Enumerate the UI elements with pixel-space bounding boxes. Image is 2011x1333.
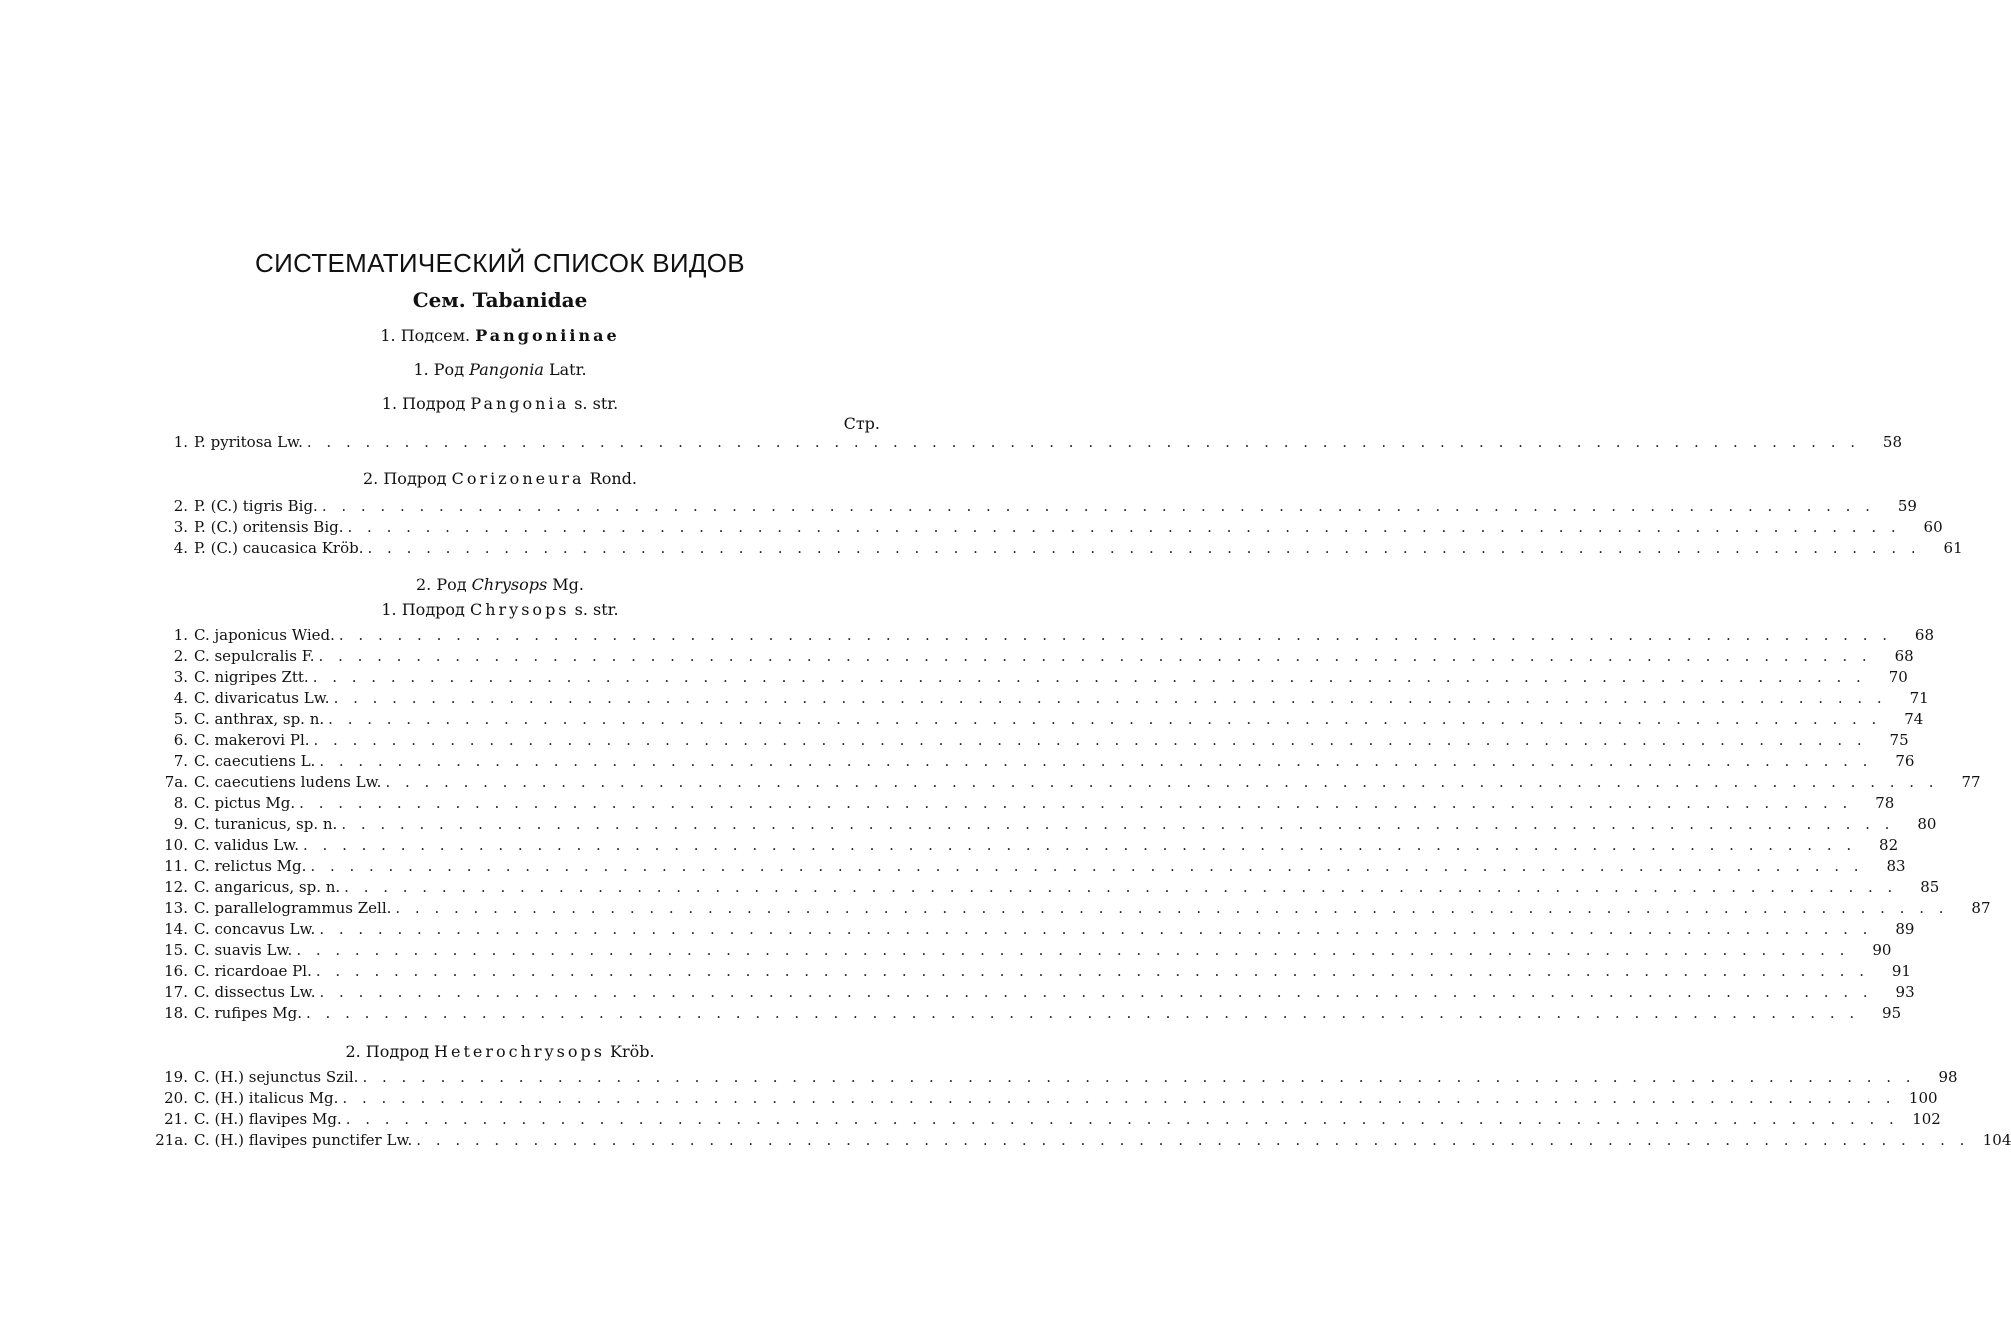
dot-leader: . . . . . . . . . . . . . . . . . . . . . . . . . . . . . . . . . . . . . . . . . . . . . . . . . . . . . . . . . . . . . . . . . . . . . . . . . . . . . . . . (303, 836, 1857, 854)
species-row (150, 961, 1911, 982)
species-number: 2. (173, 647, 188, 665)
species-row (150, 646, 1914, 667)
dot-leader: . . . . . . . . . . . . . . . . . . . . . . . . . . . . . . . . . . . . . . . . . . . . . . . . . . . . . . . . . . . . . . . . . . . . . . . . . . . . . . . . (315, 962, 1869, 980)
species-row (150, 940, 1892, 961)
page-number: 59 (1897, 497, 1917, 515)
page-number: 74 (1904, 710, 1924, 728)
dot-leader: . . . . . . . . . . . . . . . . . . . . . . . . . . . . . . . . . . . . . . . . . . . . . . . . . . . . . . . . . . . . . . . . . . . . . . . . . . . . . . . . (319, 920, 1873, 938)
species-name: C. makerovi Pl. (194, 731, 310, 749)
species-number: 15. (164, 941, 188, 959)
species-name: C. rufipes Mg. (194, 1004, 302, 1022)
species-list-pangonia (150, 432, 1903, 453)
species-number: 14. (164, 920, 188, 938)
species-name: C. (H.) flavipes punctifer Lw. (194, 1131, 413, 1149)
page-number: 83 (1886, 857, 1906, 875)
species-name: C. suavis Lw. (194, 941, 293, 959)
dot-leader: . . . . . . . . . . . . . . . . . . . . . . . . . . . . . . . . . . . . . . . . . . . . . . . . . . . . . . . . . . . . . . . . . . . . . . . . . . . . . . . . (338, 626, 1893, 644)
species-name: C. caecutiens ludens Lw. (194, 773, 382, 791)
species-row (150, 793, 1895, 814)
species-list-heterochrysops (150, 1067, 2011, 1151)
page-number: 58 (1882, 433, 1903, 451)
page-number: 77 (1961, 773, 1981, 791)
dot-leader: . . . . . . . . . . . . . . . . . . . . . . . . . . . . . . . . . . . . . . . . . . . . . . . . . . . . . . . . . . . . . . . . . . . . . . . . . . . . . . . . (395, 899, 1949, 917)
species-number: 10. (164, 836, 188, 854)
page-number: 61 (1943, 539, 1963, 557)
species-name: P. (C.) oritensis Big. (194, 518, 344, 536)
species-number: 1. (173, 626, 188, 644)
species-number: 2. (173, 497, 188, 515)
dot-leader: . . . . . . . . . . . . . . . . . . . . . . . . . . . . . . . . . . . . . . . . . . . . . . . . . . . . . . . . . . . . . . . . . . . . . . . . . . . . . . . . (367, 539, 1921, 557)
species-number: 7a. (164, 773, 188, 791)
species-number: 17. (164, 983, 188, 1001)
species-row (150, 772, 1981, 793)
genus-author: Mg. (552, 575, 585, 594)
species-number: 20. (164, 1089, 188, 1107)
subgenus-prefix: 2. Подрод (363, 469, 447, 488)
page-number: 82 (1879, 836, 1899, 854)
pages-column-header: Стр. (843, 414, 880, 433)
species-row (150, 688, 1929, 709)
page-number: 93 (1895, 983, 1915, 1001)
family-heading: Сем. Tabanidae (412, 288, 588, 312)
subgenus-prefix: 2. Подрод (345, 1042, 429, 1061)
species-name: C. pictus Mg. (194, 794, 296, 812)
genus-author: Latr. (548, 360, 587, 379)
species-number: 16. (164, 962, 188, 980)
species-row (150, 982, 1915, 1003)
dot-leader: . . . . . . . . . . . . . . . . . . . . . . . . . . . . . . . . . . . . . . . . . . . . . . . . . . . . . . . . . . . . . . . . . . . . . . . . . . . . . . . . (310, 857, 1864, 875)
genus-name: Pangonia (469, 360, 544, 379)
subgenus-name: Chrysops (469, 600, 570, 619)
species-row (150, 835, 1899, 856)
species-number: 3. (173, 668, 188, 686)
species-name: C. (H.) italicus Mg. (194, 1089, 339, 1107)
page-title: СИСТЕМАТИЧЕСКИЙ СПИСОК ВИДОВ (255, 248, 745, 278)
subgenus-heading-corizoneura (0, 469, 1000, 488)
species-name: C. ricardoae Pl. (194, 962, 312, 980)
species-row (150, 625, 1935, 646)
page-number: 87 (1971, 899, 1991, 917)
species-name: P. pyritosa Lw. (194, 433, 303, 451)
species-name: C. validus Lw. (194, 836, 300, 854)
species-row (150, 856, 1906, 877)
page-number: 76 (1895, 752, 1915, 770)
dot-leader: . . . . . . . . . . . . . . . . . . . . . . . . . . . . . . . . . . . . . . . . . . . . . . . . . . . . . . . . . . . . . . . . . . . . . . . . . . . . . . . . (318, 647, 1872, 665)
species-name: C. concavus Lw. (194, 920, 316, 938)
species-row (150, 538, 1963, 559)
subgenus-prefix: 1. Подрод (381, 600, 465, 619)
subgenus-name: Corizoneura (451, 469, 585, 488)
species-name: C. turanicus, sp. n. (194, 815, 338, 833)
page-number: 75 (1889, 731, 1909, 749)
species-number: 6. (173, 731, 188, 749)
dot-leader: . . . . . . . . . . . . . . . . . . . . . . . . . . . . . . . . . . . . . . . . . . . . . . . . . . . . . . . . . . . . . . . . . . . . . . . . . . . . . . . . (347, 518, 1901, 536)
species-row (150, 432, 1903, 453)
page-number: 91 (1891, 962, 1911, 980)
page-number: 89 (1895, 920, 1915, 938)
dot-leader: . . . . . . . . . . . . . . . . . . . . . . . . . . . . . . . . . . . . . . . . . . . . . . . . . . . . . . . . . . . . . . . . . . . . . . . . . . . . . . . . (342, 1089, 1896, 1107)
species-row (150, 667, 1908, 688)
species-row (150, 898, 1991, 919)
subgenus-suffix: s. str. (574, 394, 619, 413)
dot-leader: . . . . . . . . . . . . . . . . . . . . . . . . . . . . . . . . . . . . . . . . . . . . . . . . . . . . . . . . . . . . . . . . . . . . . . . . . . . . . . . . (344, 878, 1898, 896)
subgenus-heading-heterochrysops (0, 1042, 1000, 1061)
subgenus-suffix: s. str. (574, 600, 619, 619)
dot-leader: . . . . . . . . . . . . . . . . . . . . . . . . . . . . . . . . . . . . . . . . . . . . . . . . . . . . . . . . . . . . . . . . . . . . . . . . . . . . . . . . (319, 752, 1873, 770)
subgenus-heading-pangonia (0, 394, 1000, 413)
dot-leader: . . . . . . . . . . . . . . . . . . . . . . . . . . . . . . . . . . . . . . . . . . . . . . . . . . . . . . . . . . . . . . . . . . . . . . . . . . . . . . . . (296, 941, 1850, 959)
species-row (150, 1130, 2011, 1151)
page-number: 102 (1912, 1110, 1941, 1128)
dot-leader: . . . . . . . . . . . . . . . . . . . . . . . . . . . . . . . . . . . . . . . . . . . . . . . . . . . . . . . . . . . . . . . . . . . . . . . . . . . . . . . . (299, 794, 1853, 812)
page-number: 80 (1917, 815, 1937, 833)
subfamily-heading (0, 326, 1000, 345)
dot-leader: . . . . . . . . . . . . . . . . . . . . . . . . . . . . . . . . . . . . . . . . . . . . . . . . . . . . . . . . . . . . . . . . . . . . . . . . . . . . . . . . (362, 1068, 1916, 1086)
dot-leader: . . . . . . . . . . . . . . . . . . . . . . . . . . . . . . . . . . . . . . . . . . . . . . . . . . . . . . . . . . . . . . . . . . . . . . . . . . . . . . . . (312, 668, 1866, 686)
species-name: P. (C.) tigris Big. (194, 497, 318, 515)
page-number: 90 (1872, 941, 1892, 959)
species-row (150, 1003, 1902, 1024)
species-number: 12. (164, 878, 188, 896)
genus-prefix: 1. Род (413, 360, 465, 379)
species-number: 21a. (155, 1131, 188, 1149)
species-row (150, 1109, 1941, 1130)
species-name: C. dissectus Lw. (194, 983, 316, 1001)
page-number: 70 (1888, 668, 1908, 686)
dot-leader: . . . . . . . . . . . . . . . . . . . . . . . . . . . . . . . . . . . . . . . . . . . . . . . . . . . . . . . . . . . . . . . . . . . . . . . . . . . . . . . . (306, 433, 1861, 451)
species-row (150, 1088, 1938, 1109)
species-number: 7. (173, 752, 188, 770)
species-row (150, 919, 1915, 940)
subfamily-name: Pangoniinae (475, 326, 620, 345)
page-number: 95 (1882, 1004, 1902, 1022)
species-row (150, 709, 1924, 730)
species-number: 5. (173, 710, 188, 728)
dot-leader: . . . . . . . . . . . . . . . . . . . . . . . . . . . . . . . . . . . . . . . . . . . . . . . . . . . . . . . . . . . . . . . . . . . . . . . . . . . . . . . . (416, 1131, 1970, 1149)
dot-leader: . . . . . . . . . . . . . . . . . . . . . . . . . . . . . . . . . . . . . . . . . . . . . . . . . . . . . . . . . . . . . . . . . . . . . . . . . . . . . . . . (306, 1004, 1860, 1022)
species-name: C. caecutiens L. (194, 752, 316, 770)
dot-leader: . . . . . . . . . . . . . . . . . . . . . . . . . . . . . . . . . . . . . . . . . . . . . . . . . . . . . . . . . . . . . . . . . . . . . . . . . . . . . . . . (321, 497, 1875, 515)
dot-leader: . . . . . . . . . . . . . . . . . . . . . . . . . . . . . . . . . . . . . . . . . . . . . . . . . . . . . . . . . . . . . . . . . . . . . . . . . . . . . . . . (328, 710, 1882, 728)
species-number: 3. (173, 518, 188, 536)
page-number: 71 (1909, 689, 1929, 707)
subgenus-name: Pangonia (470, 394, 570, 413)
subfamily-prefix: 1. Подсем. (380, 326, 471, 345)
species-row (150, 496, 1917, 517)
species-list-chrysops (150, 625, 1991, 1024)
subgenus-prefix: 1. Подрод (381, 394, 466, 413)
page-number: 78 (1875, 794, 1895, 812)
genus-heading-pangonia (0, 360, 1000, 379)
dot-leader: . . . . . . . . . . . . . . . . . . . . . . . . . . . . . . . . . . . . . . . . . . . . . . . . . . . . . . . . . . . . . . . . . . . . . . . . . . . . . . . . (345, 1110, 1899, 1128)
subgenus-name: Heterochrysops (434, 1042, 605, 1061)
species-name: C. divaricatus Lw. (194, 689, 330, 707)
species-name: C. (H.) flavipes Mg. (194, 1110, 342, 1128)
species-row (150, 1067, 1958, 1088)
dot-leader: . . . . . . . . . . . . . . . . . . . . . . . . . . . . . . . . . . . . . . . . . . . . . . . . . . . . . . . . . . . . . . . . . . . . . . . . . . . . . . . . (313, 731, 1867, 749)
species-name: C. parallelogrammus Zell. (194, 899, 392, 917)
subgenus-suffix: Rond. (589, 469, 637, 488)
page-number: 98 (1938, 1068, 1958, 1086)
subgenus-suffix: Kröb. (610, 1042, 655, 1061)
species-name: P. (C.) caucasica Kröb. (194, 539, 364, 557)
page-number: 100 (1908, 1089, 1938, 1107)
species-name: C. japonicus Wied. (194, 626, 335, 644)
species-row (150, 814, 1937, 835)
species-row (150, 730, 1909, 751)
species-name: C. (H.) sejunctus Szil. (194, 1068, 359, 1086)
subgenus-heading-chrysops (0, 600, 1000, 619)
page-number: 68 (1914, 626, 1935, 644)
species-number: 18. (164, 1004, 188, 1022)
species-number: 21. (164, 1110, 188, 1128)
dot-leader: . . . . . . . . . . . . . . . . . . . . . . . . . . . . . . . . . . . . . . . . . . . . . . . . . . . . . . . . . . . . . . . . . . . . . . . . . . . . . . . . (319, 983, 1873, 1001)
species-number: 9. (173, 815, 188, 833)
species-number: 4. (173, 539, 188, 557)
species-number: 19. (164, 1068, 188, 1086)
dot-leader: . . . . . . . . . . . . . . . . . . . . . . . . . . . . . . . . . . . . . . . . . . . . . . . . . . . . . . . . . . . . . . . . . . . . . . . . . . . . . . . . (385, 773, 1939, 791)
species-row (150, 751, 1915, 772)
species-row (150, 877, 1940, 898)
genus-name: Chrysops (471, 575, 548, 594)
species-name: C. relictus Mg. (194, 857, 307, 875)
species-name: C. nigripes Ztt. (194, 668, 309, 686)
page-number: 104 (1982, 1131, 2011, 1149)
species-list-corizoneura (150, 496, 1963, 559)
species-name: C. angaricus, sp. n. (194, 878, 341, 896)
genus-prefix: 2. Род (415, 575, 467, 594)
dot-leader: . . . . . . . . . . . . . . . . . . . . . . . . . . . . . . . . . . . . . . . . . . . . . . . . . . . . . . . . . . . . . . . . . . . . . . . . . . . . . . . . (333, 689, 1887, 707)
species-number: 11. (164, 857, 188, 875)
genus-heading-chrysops (0, 575, 1000, 594)
species-number: 4. (173, 689, 188, 707)
species-number: 1. (173, 433, 188, 451)
species-number: 8. (173, 794, 188, 812)
page-number: 68 (1894, 647, 1914, 665)
page-number: 60 (1923, 518, 1943, 536)
dot-leader: . . . . . . . . . . . . . . . . . . . . . . . . . . . . . . . . . . . . . . . . . . . . . . . . . . . . . . . . . . . . . . . . . . . . . . . . . . . . . . . . (341, 815, 1895, 833)
species-row (150, 517, 1943, 538)
page-number: 85 (1920, 878, 1940, 896)
species-name: C. sepulcralis F. (194, 647, 315, 665)
species-name: C. anthrax, sp. n. (194, 710, 325, 728)
species-number: 13. (164, 899, 188, 917)
